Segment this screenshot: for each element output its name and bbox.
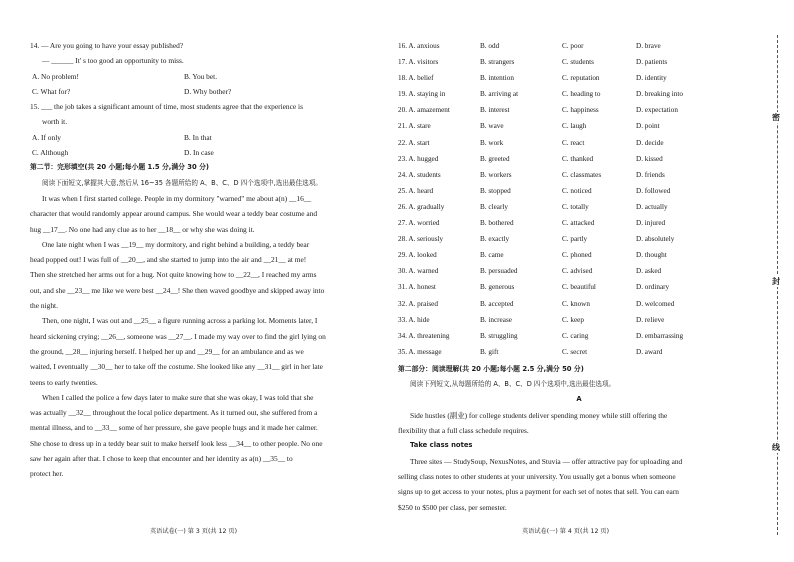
choice-option: 28. A. seriously <box>398 235 444 244</box>
choice-row <box>398 38 760 54</box>
choice-option: B. bothered <box>480 219 514 228</box>
passage-line: teens to early twenties. <box>30 377 98 387</box>
choice-option: B. struggling <box>480 331 518 340</box>
passage-line: out, and she __23__ me like we were best __24__! She then waved goodbye and skipped away into <box>30 285 325 295</box>
choice-option: D. actually <box>636 202 668 211</box>
binding-margin <box>764 0 794 562</box>
part-title: 第二部分：阅读理解(共 20 小题;每小题 2.5 分,满分 50 分) <box>398 364 584 373</box>
choice-option: C. thanked <box>562 154 594 163</box>
choice-option: D. expectation <box>636 106 678 115</box>
choice-option: 26. A. gradually <box>398 202 445 211</box>
choice-row <box>398 279 760 295</box>
choice-row <box>398 54 760 70</box>
choice-option: 23. A. hugged <box>398 154 439 163</box>
choice-option: 35. A. message <box>398 347 442 356</box>
passage-line: When I called the police a few days later to make sure that she was okay, I was told that she <box>42 392 314 402</box>
choice-option: D. relieve <box>636 315 665 324</box>
option: A. No problem! <box>32 71 80 81</box>
right-page <box>392 0 764 562</box>
choice-option: 31. A. honest <box>398 283 436 292</box>
choice-option: B. gift <box>480 347 499 356</box>
passage-intro-cont: flexibility that a full class schedule requires. <box>398 426 529 436</box>
choice-option: D. absolutely <box>636 235 675 244</box>
option: C. What for? <box>32 86 71 96</box>
choice-row <box>398 118 760 134</box>
choice-option: C. phoned <box>562 251 592 260</box>
choice-option: D. kissed <box>636 154 663 163</box>
choice-option: 20. A. amazement <box>398 106 450 115</box>
option: C. Although <box>32 148 69 158</box>
choice-option: D. breaking into <box>636 90 683 99</box>
choice-option: 22. A. start <box>398 138 430 147</box>
passage-line: character that would randomly appear around campus. She would wear a teddy bear costume and <box>30 209 318 219</box>
choice-option: 27. A. worried <box>398 219 440 228</box>
choice-option: D. brave <box>636 42 661 50</box>
page-footer: 英语试卷(一) 第 4 页(共 12 页) <box>522 528 609 535</box>
choice-option: 16. A. anxious <box>398 42 440 50</box>
passage-line: One late night when I was __19__ my dormitory, and right behind a building, a teddy bear <box>42 239 310 249</box>
choice-option: B. intention <box>480 74 514 83</box>
choice-option: B. exactly <box>480 235 510 244</box>
choice-option: 24. A. students <box>398 170 441 179</box>
left-page <box>0 0 392 562</box>
choice-option: B. strangers <box>480 58 515 67</box>
option: B. In that <box>184 132 212 142</box>
choice-option: C. students <box>562 58 594 67</box>
body-line: Three sites — StudySoup, NexusNotes, and Stuvia — offer attractive pay for uploading and <box>410 456 683 466</box>
section-instructions: 阅读下面短文,掌握其大意,然后从 16~35 各题所给的 A、B、C、D 四个选项中,选出最佳选项。 <box>42 178 322 187</box>
page-footer: 英语试卷(一) 第 3 页(共 12 页) <box>150 528 237 535</box>
choice-option: 33. A. hide <box>398 315 430 324</box>
choice-option: C. heading to <box>562 90 601 99</box>
choice-option: B. increase <box>480 315 512 324</box>
choice-row <box>398 312 760 328</box>
choice-option: C. classmates <box>562 170 602 179</box>
passage-line: waited, I eventually __30__ her to take off the costume. She looked like any __31__ girl in her late <box>30 362 323 372</box>
choice-row <box>398 135 760 151</box>
choice-option: C. known <box>562 299 590 308</box>
choice-option: C. beautiful <box>562 283 596 292</box>
choice-option: B. workers <box>480 170 512 179</box>
choice-option: B. persuaded <box>480 267 518 276</box>
choice-option: C. happiness <box>562 106 599 115</box>
choice-row <box>398 199 760 215</box>
choice-option: 30. A. warned <box>398 267 439 276</box>
choice-option: C. secret <box>562 347 588 356</box>
choice-row <box>398 231 760 247</box>
seal-mark: 密 <box>772 113 780 122</box>
choice-option: D. ordinary <box>636 283 670 292</box>
choice-option: C. react <box>562 138 585 147</box>
passage-line: protect her. <box>30 469 64 479</box>
passage-line: Then, one night, I was out and __25__ a figure running across a parking lot. Moments later, I <box>42 316 318 326</box>
choice-option: D. followed <box>636 186 671 195</box>
passage-line: mental illness, and to __33__ some of her pressure, she gave people hugs and it made her calmer. <box>30 423 318 433</box>
body-line: $250 to $500 per class, per semester. <box>398 502 507 512</box>
choice-option: B. came <box>480 251 504 260</box>
choice-row <box>398 183 760 199</box>
choice-row <box>398 263 760 279</box>
q15-stem: 15. ___ the job takes a significant amount of time, most students agree that the experience is <box>30 102 303 112</box>
q15-stem-cont: worth it. <box>42 117 68 127</box>
section-title: 第二节：完形填空(共 20 小题;每小题 1.5 分,满分 30 分) <box>30 163 210 172</box>
choice-option: C. partly <box>562 235 588 244</box>
choice-option: 17. A. visitors <box>398 58 439 67</box>
passage-line: the night. <box>30 301 58 311</box>
choice-option: B. work <box>480 138 504 147</box>
passage-line: the ground, __28__ injuring herself. I helped her up and __29__ for an ambulance and as we <box>30 346 304 356</box>
choice-row <box>398 151 760 167</box>
choice-row <box>398 70 760 86</box>
choice-option: C. attacked <box>562 219 595 228</box>
choice-row <box>398 328 760 344</box>
q14-options <box>30 69 382 84</box>
option: A. If only <box>32 132 61 142</box>
body-line: signs up to get access to your notes, plus a payment for each set of notes that sell. You can earn <box>398 487 679 497</box>
choice-option: C. keep <box>562 315 584 324</box>
q15-options <box>30 145 382 160</box>
choice-option: C. advised <box>562 267 593 276</box>
passage-line: saw her again after that. I chose to keep that encounter and her identity as a(n) __35__ to <box>30 454 293 464</box>
choice-row <box>398 344 760 360</box>
cloze-choices <box>398 38 760 360</box>
choice-option: B. arriving at <box>480 90 519 99</box>
choice-option: C. reputation <box>562 74 600 83</box>
choice-option: 19. A. staying in <box>398 90 446 99</box>
choice-row <box>398 86 760 102</box>
passage-line: head popped out! I was full of __20__, and she started to jump into the air and __21__ at me! <box>30 255 307 265</box>
choice-option: 32. A. praised <box>398 299 438 308</box>
choice-option: C. poor <box>562 42 584 50</box>
passage-label: A <box>576 395 582 404</box>
choice-option: C. noticed <box>562 186 592 195</box>
choice-row <box>398 102 760 118</box>
q14-options <box>30 84 382 99</box>
passage-line: It was when I first started college. People in my dormitory "warned" me about a(n) __16__ <box>42 193 312 203</box>
choice-option: C. laugh <box>562 122 587 131</box>
choice-option: B. odd <box>480 42 500 50</box>
choice-option: B. wave <box>480 122 504 131</box>
choice-option: 29. A. looked <box>398 251 437 260</box>
choice-row <box>398 247 760 263</box>
passage-line: She chose to dress up in a teddy bear suit to make herself look less __34__ to other people. No one <box>30 438 323 448</box>
choice-option: B. greeted <box>480 154 510 163</box>
choice-option: B. interest <box>480 106 510 115</box>
choice-option: 18. A. belief <box>398 74 434 83</box>
passage-line: heard sickening crying; __26__, someone was __27__. I made my way over to find the girl lying on <box>30 331 326 341</box>
choice-option: D. identity <box>636 74 667 83</box>
choice-option: D. asked <box>636 267 662 276</box>
passage-line: Then she stretched her arms out for a hug. Not quite knowing how to __22__, I reached my arms <box>30 270 317 280</box>
seal-mark: 封 <box>772 277 780 286</box>
choice-option: C. totally <box>562 202 589 211</box>
option: B. You bet. <box>184 71 218 81</box>
choice-option: 21. A. stare <box>398 122 431 131</box>
q14-reply: — ______ It' s too good an opportunity to miss. <box>42 56 184 66</box>
choice-row <box>398 167 760 183</box>
choice-option: B. generous <box>480 283 515 292</box>
choice-option: B. accepted <box>480 299 514 308</box>
choice-option: D. welcomed <box>636 299 675 308</box>
part-instructions: 阅读下列短文,从每题所给的 A、B、C、D 四个选项中,选出最佳选项。 <box>410 380 616 389</box>
choice-option: 34. A. threatening <box>398 331 450 340</box>
choice-option: C. caring <box>562 331 589 340</box>
passage-line: was actually __32__ throughout the local police department. As it turned out, she suffered from a <box>30 408 318 418</box>
q15-options <box>30 130 382 145</box>
choice-option: D. embarrassing <box>636 331 684 340</box>
choice-option: B. clearly <box>480 202 508 211</box>
body-line: selling class notes to other students at your university. You usually get a bonus when someone <box>398 471 676 481</box>
choice-option: D. thought <box>636 251 667 260</box>
choice-option: B. stopped <box>480 186 511 195</box>
option: D. Why bother? <box>184 86 232 96</box>
passage-intro: Side hustles (副业) for college students deliver spending money while still offering the <box>410 410 668 420</box>
choice-option: D. award <box>636 347 663 356</box>
choice-option: D. decide <box>636 138 664 147</box>
choice-option: D. injured <box>636 219 666 228</box>
choice-row <box>398 215 760 231</box>
choice-option: D. point <box>636 122 660 131</box>
option: D. In case <box>184 148 214 158</box>
choice-option: D. friends <box>636 170 665 179</box>
passage-line: hug __17__. No one had any clue as to her __18__ or why she was doing it. <box>30 224 255 234</box>
q14-stem: 14. — Are you going to have your essay published? <box>30 41 184 50</box>
cloze-passage <box>30 191 382 482</box>
choice-row <box>398 296 760 312</box>
reading-body <box>398 454 760 515</box>
seal-mark: 线 <box>772 443 780 452</box>
choice-option: 25. A. heard <box>398 186 434 195</box>
choice-option: D. patients <box>636 58 668 67</box>
subheading: Take class notes <box>410 441 473 450</box>
